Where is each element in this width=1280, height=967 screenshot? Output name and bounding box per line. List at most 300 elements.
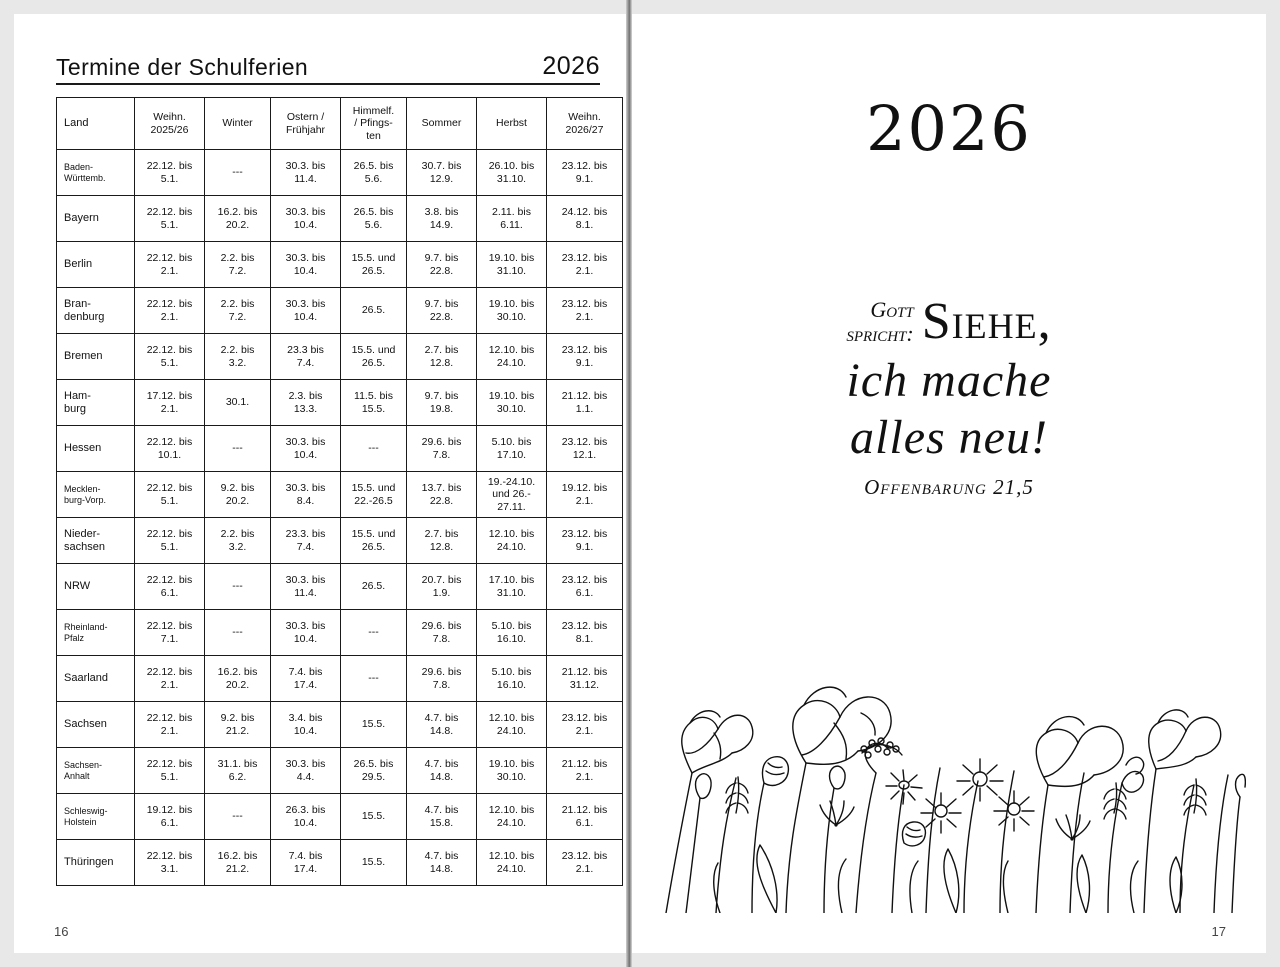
page-edge-bottom <box>0 953 1280 967</box>
cell-line: 24.10. <box>496 816 527 829</box>
cell-line: 2.2. bis <box>220 344 255 357</box>
cell-line: 6.1. <box>160 586 179 599</box>
cell-himmel <box>341 150 407 196</box>
cell-line: 2.11. bis <box>492 206 531 219</box>
cell-line: 14.8. <box>429 862 454 875</box>
cell-line: burg <box>64 402 87 415</box>
cell-sommer <box>407 380 477 426</box>
cell-line: Berlin <box>64 258 93 271</box>
cell-line: 17.12. bis <box>146 390 193 403</box>
cell-weihn1 <box>135 656 205 702</box>
cell-sommer <box>407 794 477 840</box>
cell-weihn1 <box>135 472 205 518</box>
table-row <box>57 840 623 886</box>
cell-sommer <box>407 426 477 472</box>
cell-line: 29.6. bis <box>421 436 462 449</box>
cell-weihn1 <box>135 840 205 886</box>
cell-line: 23.12. bis <box>561 298 608 311</box>
cell-line: 3.4. bis <box>288 712 323 725</box>
cell-line: 16.10. <box>496 632 527 645</box>
cell-land <box>57 840 135 886</box>
cell-winter <box>205 564 271 610</box>
cell-weihn2 <box>547 564 623 610</box>
cell-line: 30.7. bis <box>421 160 462 173</box>
cell-line: 16.2. bis <box>217 666 258 679</box>
cell-line: 30.3. bis <box>285 298 326 311</box>
cell-line: 21.12. bis <box>561 804 608 817</box>
cell-line: --- <box>368 442 379 455</box>
table-row <box>57 288 623 334</box>
cell-line: 30.3. bis <box>285 758 326 771</box>
cell-land <box>57 702 135 748</box>
cell-land <box>57 564 135 610</box>
cell-line: 10.4. <box>293 724 318 737</box>
verse-intro-line2: spricht: <box>846 320 914 346</box>
cell-line: --- <box>232 442 243 455</box>
cell-line: 9.7. bis <box>424 390 459 403</box>
cell-land <box>57 610 135 656</box>
cell-line: 22.12. bis <box>146 666 193 679</box>
cell-line: 26.5. <box>361 304 386 317</box>
cell-line: 1.1. <box>575 402 594 415</box>
cell-line: 21.12. bis <box>561 666 608 679</box>
table-row <box>57 242 623 288</box>
cell-weihn1 <box>135 610 205 656</box>
cell-winter <box>205 150 271 196</box>
cell-weihn2 <box>547 794 623 840</box>
cell-line: --- <box>368 626 379 639</box>
cell-line: 12.8. <box>429 356 454 369</box>
cell-winter <box>205 794 271 840</box>
cell-line: 30.3. bis <box>285 252 326 265</box>
cell-land <box>57 334 135 380</box>
cell-line: Bayern <box>64 212 99 225</box>
column-header-weihnachten-2026 <box>547 98 623 150</box>
cell-line: 19.10. bis <box>488 252 535 265</box>
cell-line: 11.5. bis <box>354 390 393 403</box>
page-edge-left <box>0 0 14 967</box>
cell-line: 23.12. bis <box>561 436 608 449</box>
cell-line: 23.12. bis <box>561 160 608 173</box>
cell-line: 5.1. <box>160 356 179 369</box>
cell-herbst <box>477 380 547 426</box>
cell-line: 29.6. bis <box>421 666 462 679</box>
cell-land <box>57 748 135 794</box>
cell-line: 8.4. <box>296 494 315 507</box>
cell-winter <box>205 288 271 334</box>
cell-ostern <box>271 564 341 610</box>
cell-line: 15.5. <box>361 810 386 823</box>
cell-line: 5.1. <box>160 540 179 553</box>
cell-line: 5.1. <box>160 770 179 783</box>
cell-line: 2.2. bis <box>220 528 255 541</box>
wildflower-illustration <box>656 613 1246 913</box>
cell-land <box>57 242 135 288</box>
column-header-line: Weihn. <box>568 111 601 124</box>
cell-line: 23.12. bis <box>561 252 608 265</box>
cell-line: 2.1. <box>160 402 179 415</box>
column-header-line: / Pfings- <box>354 117 393 130</box>
cell-herbst <box>477 196 547 242</box>
cell-line: --- <box>232 166 243 179</box>
cell-line: Ham- <box>64 389 91 402</box>
cell-sommer <box>407 334 477 380</box>
cell-line: 30.10. <box>496 310 527 323</box>
cell-line: 11.4. <box>294 172 317 185</box>
cell-himmel <box>341 748 407 794</box>
cell-line: 26.10. bis <box>488 160 535 173</box>
page-edge-right <box>1266 0 1280 967</box>
cell-line: 7.1. <box>160 632 179 645</box>
cell-himmel <box>341 794 407 840</box>
cell-line: 26.5. bis <box>353 206 394 219</box>
cell-ostern <box>271 702 341 748</box>
cell-line: 12.10. bis <box>488 528 535 541</box>
cell-line: 22.12. bis <box>146 850 193 863</box>
table-row <box>57 334 623 380</box>
table-row <box>57 196 623 242</box>
cell-line: 5.1. <box>160 218 179 231</box>
cell-ostern <box>271 150 341 196</box>
cell-line: 26.5. bis <box>353 160 394 173</box>
cell-sommer <box>407 564 477 610</box>
cell-line: 9.2. bis <box>220 712 255 725</box>
cell-line: 6.1. <box>575 816 594 829</box>
cell-line: 30.10. <box>496 402 527 415</box>
cell-line: 4.7. bis <box>424 758 459 771</box>
cell-line: 15.5. <box>361 402 386 415</box>
page-number-left: 16 <box>54 924 69 939</box>
verse-line-1: Siehe, <box>921 293 1052 350</box>
cell-line: 7.2. <box>228 310 247 323</box>
cell-sommer <box>407 196 477 242</box>
cell-line: 31.1. bis <box>217 758 258 771</box>
cell-line: 9.1. <box>575 356 594 369</box>
cell-weihn1 <box>135 150 205 196</box>
cell-ostern <box>271 242 341 288</box>
table-row <box>57 794 623 840</box>
cell-line: 31.10. <box>496 172 527 185</box>
cell-himmel <box>341 426 407 472</box>
cell-line: 22.12. bis <box>146 344 193 357</box>
table-body <box>57 150 623 886</box>
cell-line: 9.1. <box>575 540 594 553</box>
cell-sommer <box>407 150 477 196</box>
cell-land <box>57 518 135 564</box>
cell-ostern <box>271 196 341 242</box>
cell-line: 6.1. <box>160 816 179 829</box>
cell-sommer <box>407 518 477 564</box>
verse-intro <box>846 298 913 344</box>
table-header-row <box>57 98 623 150</box>
cell-ostern <box>271 840 341 886</box>
cell-himmel <box>341 334 407 380</box>
cell-winter <box>205 472 271 518</box>
cell-line: 21.12. bis <box>561 390 608 403</box>
cell-line: 7.4. bis <box>288 666 323 679</box>
cell-line: 20.7. bis <box>421 574 462 587</box>
cell-line: Hessen <box>64 442 102 455</box>
cell-line: 23.12. bis <box>561 574 608 587</box>
cell-line: 24.12. bis <box>561 206 608 219</box>
cell-line: 21.2. <box>225 862 250 875</box>
cell-line: 3.2. <box>228 540 247 553</box>
cell-weihn2 <box>547 426 623 472</box>
cell-himmel <box>341 610 407 656</box>
cell-line: 5.10. bis <box>491 436 532 449</box>
cell-herbst <box>477 472 547 518</box>
table-row <box>57 748 623 794</box>
cell-winter <box>205 518 271 564</box>
cell-line: 31.10. <box>496 586 527 599</box>
cell-line: 2.1. <box>575 862 594 875</box>
table-row <box>57 610 623 656</box>
cell-line: 16.10. <box>496 678 527 691</box>
cell-winter <box>205 656 271 702</box>
cell-line: 15.5. und <box>351 482 396 495</box>
cell-weihn1 <box>135 748 205 794</box>
column-header-weihnachten-2025 <box>135 98 205 150</box>
cell-weihn1 <box>135 334 205 380</box>
cell-sommer <box>407 242 477 288</box>
cell-himmel <box>341 380 407 426</box>
cell-line: Mecklen- <box>64 483 101 494</box>
cell-line: 5.1. <box>160 172 179 185</box>
cell-weihn2 <box>547 748 623 794</box>
cell-line: 19.-24.10. <box>487 476 536 488</box>
cell-weihn1 <box>135 702 205 748</box>
cell-herbst <box>477 840 547 886</box>
cell-weihn2 <box>547 380 623 426</box>
cell-ostern <box>271 794 341 840</box>
cell-line: 24.10. <box>496 356 527 369</box>
cell-line: 19.12. bis <box>146 804 193 817</box>
cell-herbst <box>477 334 547 380</box>
cell-line: 20.2. <box>225 494 250 507</box>
cell-line: 6.2. <box>228 770 247 783</box>
cell-line: 2.2. bis <box>220 252 255 265</box>
cell-weihn1 <box>135 518 205 564</box>
cell-line: Anhalt <box>64 770 90 781</box>
cell-line: 22.8. <box>429 310 454 323</box>
cell-winter <box>205 242 271 288</box>
cell-line: --- <box>368 672 379 685</box>
cell-line: 5.6. <box>364 172 383 185</box>
cell-line: 13.7. bis <box>421 482 462 495</box>
cell-line: 12.10. bis <box>488 712 535 725</box>
cell-line: 10.4. <box>293 448 318 461</box>
cell-line: 20.2. <box>225 218 250 231</box>
cell-line: 15.5. <box>361 718 386 731</box>
cell-land <box>57 196 135 242</box>
column-header-line: ten <box>366 129 381 142</box>
bible-verse <box>672 292 1226 500</box>
cell-line: 19.10. bis <box>488 758 535 771</box>
cell-line: 5.6. <box>364 218 383 231</box>
cell-line: 2.1. <box>575 494 594 507</box>
cell-weihn2 <box>547 656 623 702</box>
cell-line: 29.6. bis <box>421 620 462 633</box>
cell-herbst <box>477 610 547 656</box>
cell-line: 30.3. bis <box>285 436 326 449</box>
cell-line: 16.2. bis <box>217 850 258 863</box>
school-holidays-table <box>56 97 623 886</box>
cell-line: 7.8. <box>432 632 451 645</box>
cell-line: 30.3. bis <box>285 206 326 219</box>
cell-line: 15.5. und <box>351 344 396 357</box>
header-year: 2026 <box>542 52 600 80</box>
cell-line: 23.12. bis <box>561 850 608 863</box>
cell-line: 12.10. bis <box>488 804 535 817</box>
cell-line: --- <box>232 580 243 593</box>
page-header <box>56 52 600 85</box>
cell-line: 22.8. <box>429 494 454 507</box>
table-row <box>57 656 623 702</box>
cell-winter <box>205 334 271 380</box>
cell-line: 9.7. bis <box>424 252 459 265</box>
cell-himmel <box>341 242 407 288</box>
cell-weihn2 <box>547 150 623 196</box>
cell-line: 17.4. <box>293 862 318 875</box>
cell-line: 2.1. <box>160 724 179 737</box>
cell-herbst <box>477 518 547 564</box>
cell-weihn2 <box>547 840 623 886</box>
cell-line: 26.5. <box>361 580 386 593</box>
cell-line: denburg <box>64 310 105 323</box>
cell-line: 13.3. <box>293 402 318 415</box>
cell-line: 19.12. bis <box>561 482 608 495</box>
cell-line: 15.5. und <box>351 252 396 265</box>
table-row <box>57 150 623 196</box>
cell-line: --- <box>232 810 243 823</box>
cell-line: 30.10. <box>496 770 527 783</box>
cell-land <box>57 288 135 334</box>
column-header-herbst: Herbst <box>477 98 547 150</box>
cell-weihn2 <box>547 242 623 288</box>
table-row <box>57 518 623 564</box>
cell-line: 31.12. <box>569 678 600 691</box>
cell-line: 22.-26.5 <box>354 494 393 507</box>
cell-himmel <box>341 288 407 334</box>
cell-line: 2.1. <box>575 724 594 737</box>
cell-sommer <box>407 610 477 656</box>
cell-line: 9.7. bis <box>424 298 459 311</box>
cell-line: 17.10. <box>496 448 527 461</box>
cell-winter <box>205 196 271 242</box>
cell-himmel <box>341 518 407 564</box>
cell-herbst <box>477 748 547 794</box>
cell-winter <box>205 426 271 472</box>
cell-line: 10.4. <box>293 816 318 829</box>
cell-line: 22.12. bis <box>146 528 193 541</box>
verse-line-2: ich mache <box>846 354 1052 407</box>
cell-line: Thüringen <box>64 856 114 869</box>
cell-line: 26.3. bis <box>285 804 326 817</box>
cell-line: Saarland <box>64 672 109 685</box>
cell-line: Württemb. <box>64 172 106 183</box>
cell-line: 7.2. <box>228 264 247 277</box>
cell-weihn1 <box>135 794 205 840</box>
cell-land <box>57 380 135 426</box>
cell-himmel <box>341 472 407 518</box>
column-header-sommer: Sommer <box>407 98 477 150</box>
cell-line: 4.4. <box>296 770 315 783</box>
cell-line: 3.8. bis <box>424 206 459 219</box>
cell-line: 29.5. <box>361 770 386 783</box>
cell-line: Baden- <box>64 161 94 172</box>
cell-line: 30.3. bis <box>285 620 326 633</box>
cell-line: 22.12. bis <box>146 252 193 265</box>
cell-line: 23.12. bis <box>561 528 608 541</box>
cell-line: 23.3. bis <box>285 528 326 541</box>
column-header-winter: Winter <box>205 98 271 150</box>
cell-line: 6.1. <box>575 586 594 599</box>
cell-line: 14.9. <box>429 218 454 231</box>
cell-line: 30.3. bis <box>285 160 326 173</box>
cell-line: 2.7. bis <box>424 528 459 541</box>
column-header-line: Himmelf. <box>352 104 395 117</box>
cell-line: 19.10. bis <box>488 298 535 311</box>
cell-sommer <box>407 702 477 748</box>
cell-line: 7.4. <box>296 540 315 553</box>
cell-line: 2.3. bis <box>288 390 323 403</box>
cell-line: 22.12. bis <box>146 436 193 449</box>
cell-line: 20.2. <box>225 678 250 691</box>
column-header-line: Ostern / <box>286 111 325 124</box>
table-row <box>57 426 623 472</box>
cell-weihn2 <box>547 334 623 380</box>
cell-land <box>57 656 135 702</box>
cell-line: 26.5. <box>361 540 386 553</box>
column-header-land: Land <box>57 98 135 150</box>
cell-line: Sachsen- <box>64 759 103 770</box>
cell-line: 24.10. <box>496 862 527 875</box>
table-row <box>57 702 623 748</box>
cell-weihn2 <box>547 472 623 518</box>
cell-line: 24.10. <box>496 540 527 553</box>
cell-line: 2.1. <box>160 310 179 323</box>
cell-line: 3.2. <box>228 356 247 369</box>
cell-ostern <box>271 656 341 702</box>
cell-line: 2.7. bis <box>424 344 459 357</box>
cell-line: 2.2. bis <box>220 298 255 311</box>
cell-line: 16.2. bis <box>217 206 258 219</box>
cell-line: 2.1. <box>575 264 594 277</box>
cell-himmel <box>341 196 407 242</box>
cell-line: 22.12. bis <box>146 758 193 771</box>
cell-herbst <box>477 794 547 840</box>
column-header-line: Frühjahr <box>285 123 326 136</box>
cell-line: 30.3. bis <box>285 482 326 495</box>
cell-line: 7.8. <box>432 678 451 691</box>
cell-line: NRW <box>64 580 91 593</box>
cell-line: sachsen <box>64 540 105 553</box>
cell-line: 22.12. bis <box>146 574 193 587</box>
cell-line: 9.1. <box>575 172 594 185</box>
cell-line: 21.2. <box>225 724 250 737</box>
cell-line: 23.12. bis <box>561 344 608 357</box>
cell-line: 4.7. bis <box>424 712 459 725</box>
cell-line: Bran- <box>64 297 91 310</box>
cell-line: 12.1. <box>572 448 597 461</box>
cell-line: 23.3 bis <box>287 344 324 357</box>
verse-intro-line1: Gott <box>870 297 914 323</box>
cell-line: und 26.- <box>492 488 531 501</box>
cell-line: 23.12. bis <box>561 712 608 725</box>
cell-line: Rheinland- <box>64 621 108 632</box>
cell-line: 31.10. <box>496 264 527 277</box>
table-row <box>57 380 623 426</box>
